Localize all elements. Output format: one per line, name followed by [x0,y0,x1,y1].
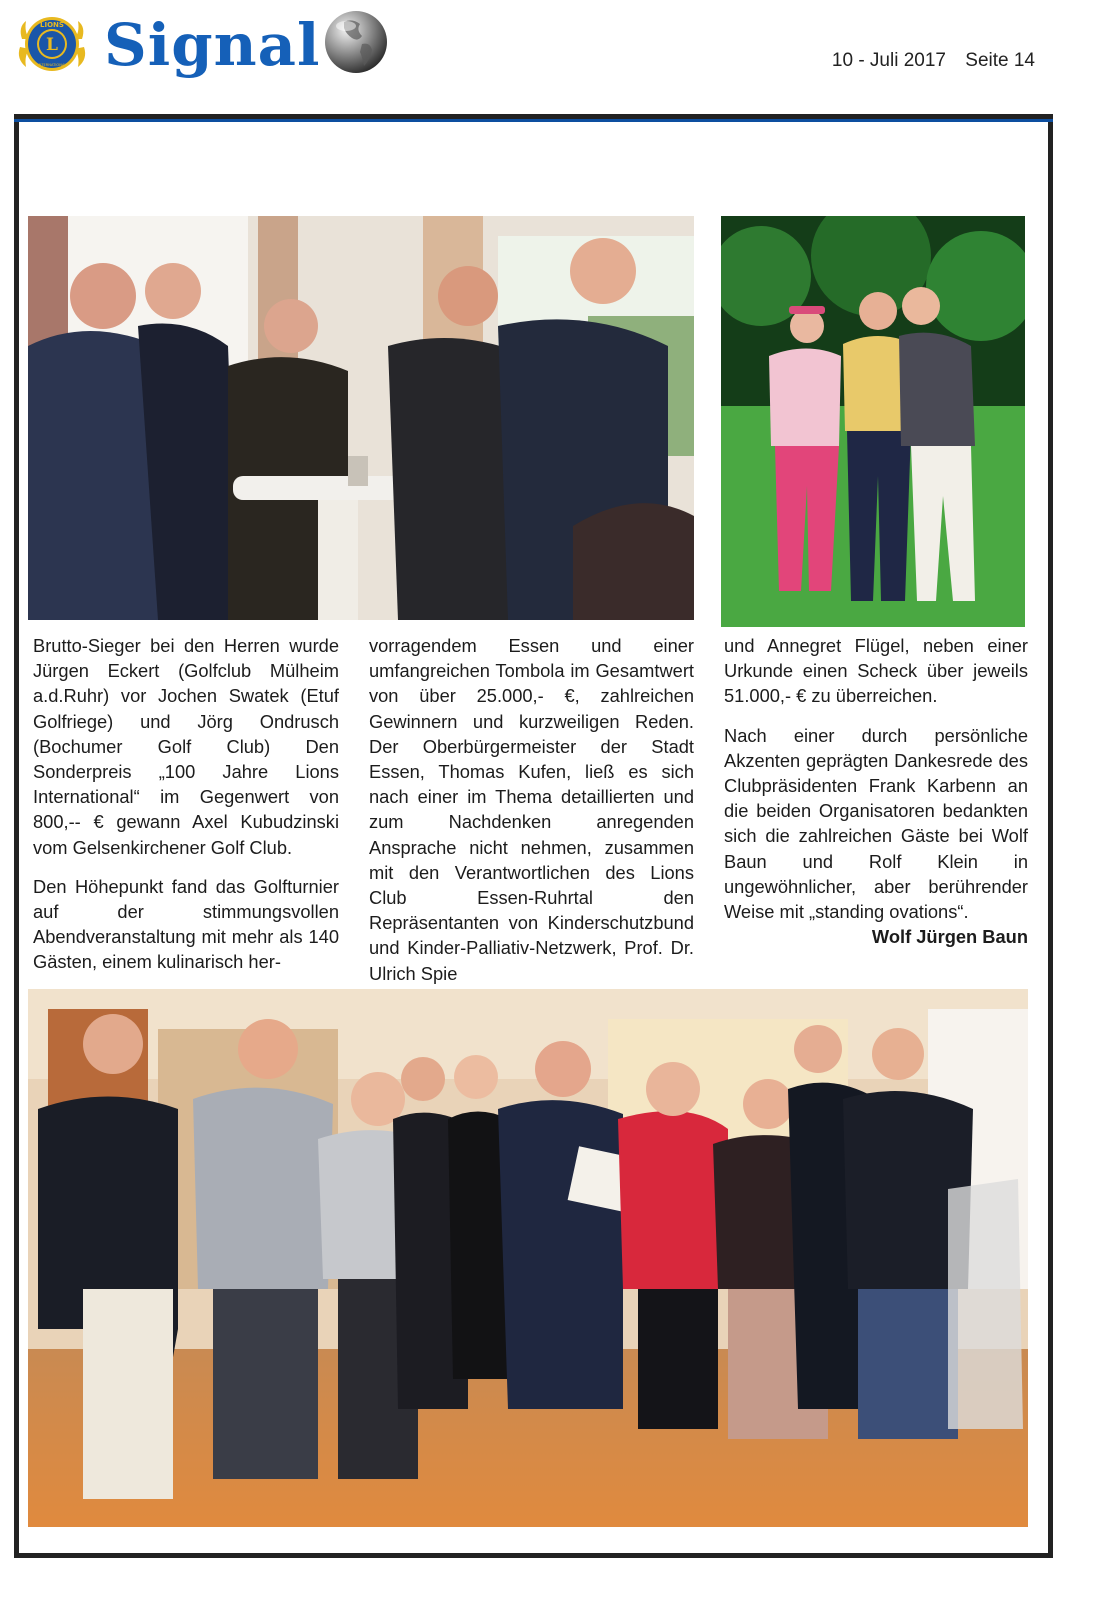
lions-emblem-icon [16,9,88,79]
photo-golf-green [721,216,1025,627]
article-paragraph: vorragendem Essen und einer umfangreichen Tombola im Gesamtwert von über 25.000,- €, zahlreichen Gewinnern und kurzweiligen Reden. Der Oberbürgermeister der Stadt Essen, Thomas Kufen, ließ es sich nach einer im Thema detaillierten und zum Nachdenken anregenden Ansprache nicht nehmen, zusammen mit den Verantwortlichen des Lions Club Essen-Ruhrtal den Repräsentanten von Kinderschutzbund und Kinder-Palliativ-Netzwerk, Prof. Dr. Ulrich Spie [369,635,694,984]
photo-group-award-image [28,989,1028,1527]
article-author: Wolf Jürgen Baun [871,926,1028,948]
page-number: Seite 14 [965,50,1035,71]
photo-speech-group [28,216,694,620]
emblem-letter: L [46,35,58,55]
article-column-3 [724,633,1028,949]
photo-speech-group-image [28,216,694,620]
article-paragraph: Nach einer durch persönliche Akzenten geprägten Dankesrede des Clubpräsidenten Frank Karbenn an die beiden Organisatoren bedankten sich die zahlreichen Gäste bei Wolf Baun und Rolf Klein in ungewöhnlicher, aber berührender Weise mit „standing ovations“. [724,724,1028,923]
article-paragraph: Den Höhepunkt fand das Golfturnier auf der stimmungsvollen Abendveranstaltung mit mehr als 140 Gästen, einem kulinarisch her- [33,875,339,973]
signal-logo [14,6,384,78]
issue-info [832,50,1035,72]
emblem-international-text: INTERNATIONAL [37,63,67,67]
article-paragraph: und Annegret Flügel, neben einer Urkunde einen Scheck über jeweils 51.000,- € zu überreichen. [724,635,1028,707]
issue-date: 10 - Juli 2017 [831,50,946,71]
photo-group-award [28,989,1028,1527]
emblem-lions-text: LIONS [40,21,64,29]
photo-golf-green-image [721,216,1025,627]
article-column-2 [369,633,694,986]
article-paragraph: Brutto-Sieger bei den Herren wurde Jürgen Eckert (Golfclub Mülheim a.d.Ruhr) vor Jochen Swatek (Etuf Golfriege) und Jörg Ondrusch (Bochumer Golf Club) Den Sonderpreis „100 Jahre Lions International“ im Gegenwert von 800,-- € gewann Axel Kubudzinski vom Gelsenkirchener Golf Club. [33,635,339,858]
globe-icon [322,8,390,76]
signal-wordmark: Signal [104,11,321,79]
article-column-1 [33,633,339,975]
